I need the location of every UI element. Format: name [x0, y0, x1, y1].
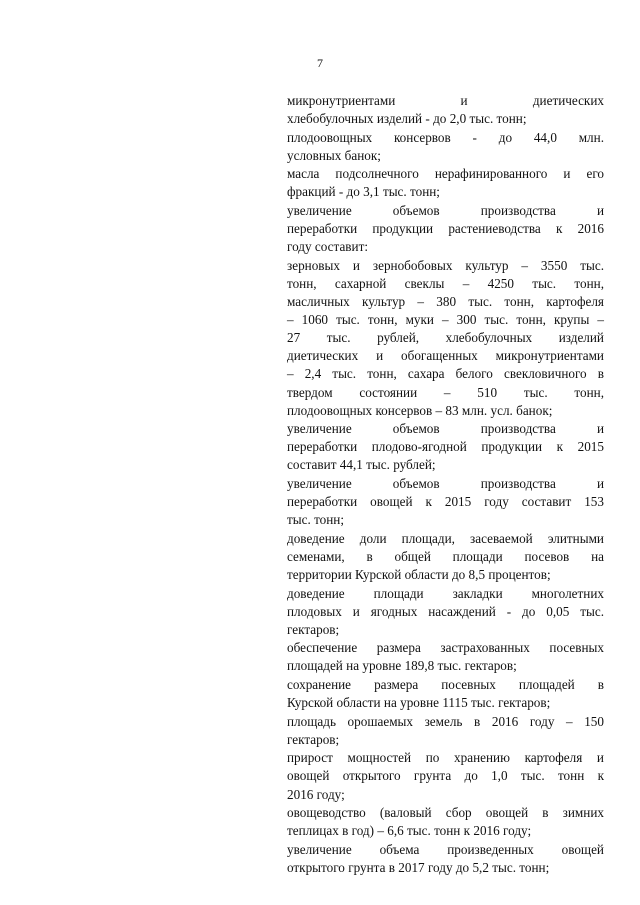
text-line: обеспечение размера застрахованных посевных: [287, 640, 604, 656]
text-line: гектаров;: [287, 731, 340, 747]
text-line: площадей на уровне 189,8 тыс. гектаров;: [287, 658, 517, 674]
text-line: теплицах в год) – 6,6 тыс. тонн к 2016 году;: [287, 823, 532, 839]
text-line: году составит:: [287, 239, 369, 255]
text-line: овощеводство (валовый сбор овощей в зимних: [287, 805, 604, 821]
text-line: семенами, в общей площади посевов на: [287, 548, 604, 564]
document-body: [287, 92, 604, 877]
text-line: увеличение объема произведенных овощей: [287, 841, 604, 857]
text-line: открытого грунта в 2017 году до 5,2 тыс. тонн;: [287, 859, 550, 875]
text-line: условных банок;: [287, 147, 381, 163]
text-line: сохранение размера посевных площадей в: [287, 677, 604, 692]
text-line: увеличение объемов производства и: [287, 475, 604, 491]
text-line: 27 тыс. рублей, хлебобулочных изделий: [287, 330, 604, 346]
text-line: переработки плодово-ягодной продукции к 2015: [287, 439, 604, 455]
text-line: – 1060 тыс. тонн, муки – 300 тыс. тонн, крупы –: [287, 312, 604, 328]
text-line: диетических и обогащенных микронутриентами: [287, 348, 604, 364]
text-line: увеличение объемов производства и: [287, 421, 604, 437]
text-line: прирост мощностей по хранению картофеля и: [287, 750, 604, 766]
text-line: овощей открытого грунта до 1,0 тыс. тонн к: [287, 768, 604, 784]
text-line: площадь орошаемых земель в 2016 году – 150: [287, 713, 604, 729]
text-line: плодоовощных консервов – 83 млн. усл. банок;: [287, 402, 553, 418]
text-line: твердом состоянии – 510 тыс. тонн,: [287, 384, 604, 400]
text-line: доведение площади закладки многолетних: [287, 585, 604, 601]
text-line: микронутриентами и диетических: [287, 93, 604, 108]
text-line: плодовых и ягодных насаждений - до 0,05 тыс.: [287, 603, 604, 619]
page-number: 7: [317, 56, 323, 70]
text-line: масличных культур – 380 тыс. тонн, картофеля: [287, 294, 604, 310]
text-line: гектаров;: [287, 621, 340, 637]
text-line: хлебобулочных изделий - до 2,0 тыс. тонн;: [287, 111, 527, 127]
text-line: тонн, сахарной свеклы – 4250 тыс. тонн,: [287, 275, 604, 291]
text-line: масла подсолнечного нерафинированного и его: [287, 166, 604, 182]
text-line: составит 44,1 тыс. рублей;: [287, 457, 436, 473]
text-line: 2016 году;: [287, 786, 345, 802]
text-line: территории Курской области до 8,5 процентов;: [287, 566, 551, 582]
text-line: фракций - до 3,1 тыс. тонн;: [287, 184, 440, 200]
text-line: – 2,4 тыс. тонн, сахара белого свекловичного в: [287, 366, 604, 382]
text-line: зерновых и зернобобовых культур – 3550 тыс.: [287, 257, 604, 273]
text-line: переработки продукции растениеводства к 2016: [287, 221, 604, 237]
text-line: увеличение объемов производства и: [287, 203, 604, 219]
text-line: Курской области на уровне 1115 тыс. гектаров;: [287, 695, 551, 711]
text-line: тыс. тонн;: [287, 512, 345, 528]
text-line: плодоовощных консервов - до 44,0 млн.: [287, 129, 604, 145]
text-line: переработки овощей к 2015 году составит 153: [287, 494, 604, 510]
text-line: доведение доли площади, засеваемой элитными: [287, 530, 604, 546]
